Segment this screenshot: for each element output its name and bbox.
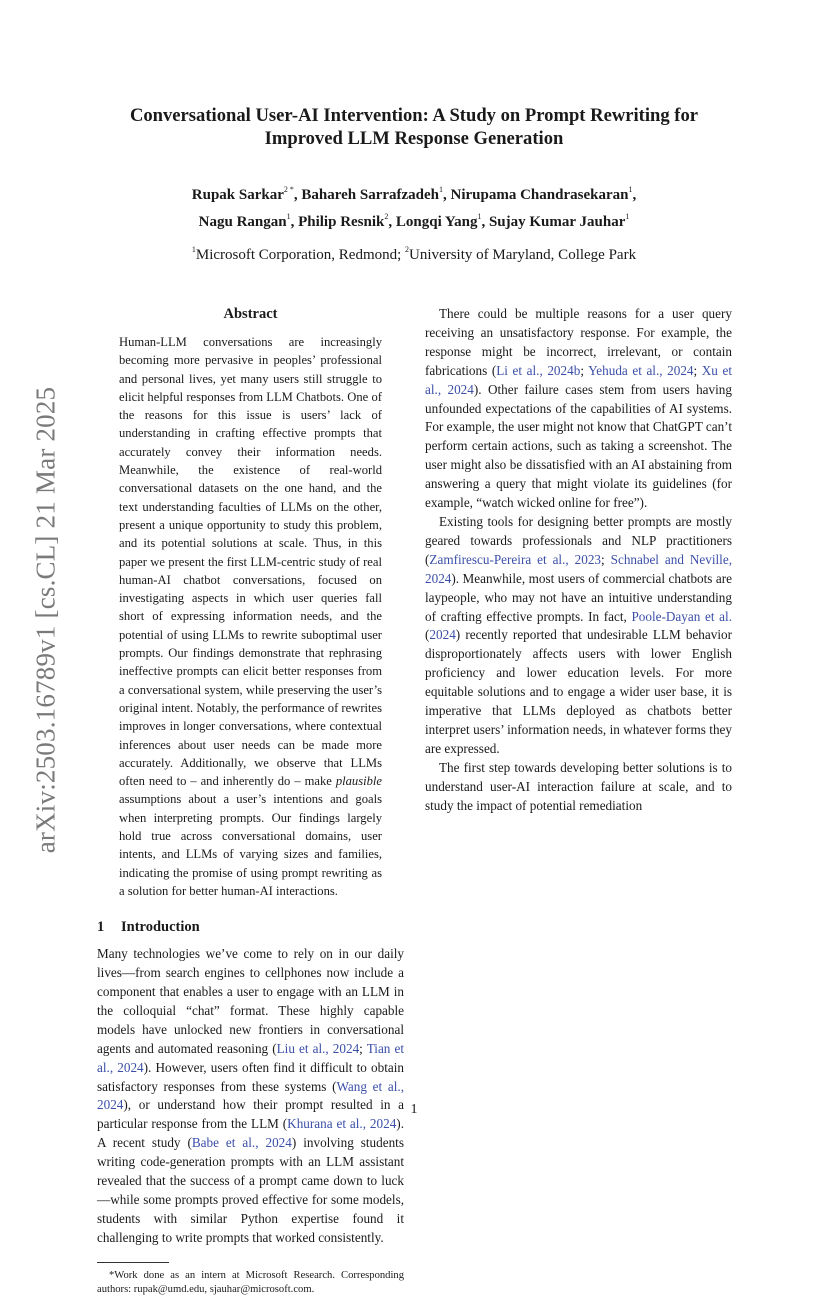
author-name: Bahareh Sarrafzadeh [301, 187, 440, 203]
intro-paragraph-2: There could be multiple reasons for a user query receiving an unsatisfactory response. For example, the response might be incorrect, irrelevant, or contain fabrications (Li et al., 2024b; Yehuda et al., 2024; Xu et al., 2024). Other failure cases stem from users having unfounded expectations of the capabilities of AI systems. For example, the user might not know that ChatGPT can’t perform certain actions, such as taking a screenshot. The user might also be dissatisfied with an AI abstaining from answering a query that might violate its guidelines (for example, “watch wicked online for free”). [425, 306, 732, 511]
section-heading-introduction: 1 Introduction [97, 919, 200, 936]
author-name: Longqi Yang [395, 214, 478, 230]
abstract-heading: Abstract [223, 306, 278, 322]
author-name: Sujay Kumar Jauhar [488, 214, 626, 230]
citation-link[interactable]: Li et al., 2024b [496, 362, 581, 378]
author-name: Philip Resnik [298, 214, 385, 230]
paper-title: Conversational User-AI Intervention: A Study on Prompt Rewriting for Improved LLM Response Generation [129, 105, 699, 149]
citation-link[interactable]: Liu et al., 2024 [276, 1040, 360, 1056]
citation-link[interactable]: Tian et al., 2024 [97, 1040, 404, 1075]
affiliations: $^1$Microsoft Corporation, Redmond; $^2$University of Maryland, College Park [191, 245, 637, 263]
affiliation-2: University of Maryland, College Park [409, 247, 637, 263]
author-name: Nagu Rangan [198, 214, 287, 230]
page-number: 1 [410, 1102, 418, 1117]
abstract-body: Human-LLM conversations are increasingly becoming more pervasive in peoples’ professional and personal lives, yet many users still struggle to elicit helpful responses from LLM Chatbots. One of the reasons for this issue is users’ lack of understanding in crafting effective prompts that accurately convey their information needs. Meanwhile, the existence of real-world conversational datasets on the one hand, and the text understanding faculties of LLMs on the other, present a unique opportunity to study this problem, and its potential solutions at scale. Thus, in this paper we present the first LLM-centric study of real human-AI chatbot conversations, focused on investigating aspects in which user queries fall short of expressing information needs, and the potential of using LLMs to rewrite suboptimal user prompts. Our findings demonstrate that rephrasing ineffective prompts can elicit better responses from a conversational system, while preserving the user’s original intent. Notably, the performance of rewrites improves in longer conversations, where contextual inferences about user needs can be made more accurately. Additionally, we observe that LLMs often need to – and inherently do – make plausible assumptions about a user’s intentions and goals when interpreting prompts. Our findings largely hold true across conversational domains, user intents, and LLMs of varying sizes and families, indicating the promise of using prompt rewriting as a solution for better human-AI interactions. [119, 335, 382, 898]
footnote: *Work done as an intern at Microsoft Research. Corresponding authors: rupak@umd.edu, sjauhar@microsoft.com. [97, 1269, 404, 1296]
author-name: Rupak Sarkar [191, 187, 284, 203]
author-affiliation-mark: 1 [625, 212, 630, 221]
author-affiliation-mark: 1 [439, 185, 444, 194]
citation-link[interactable]: Babe et al., 2024 [191, 1135, 292, 1151]
author-name: Nirupama Chandrasekaran [450, 187, 629, 203]
author-affiliation-mark: 1 [628, 185, 633, 194]
author-list [90, 179, 738, 233]
right-column [425, 305, 732, 815]
arxiv-stamp: arXiv:2503.16789v1 [cs.CL] 21 Mar 2025 [30, 386, 61, 854]
footnote-divider [97, 1262, 169, 1263]
citation-link[interactable]: 2024 [429, 627, 456, 643]
citation-link[interactable]: Schnabel and Neville, 2024 [425, 551, 732, 586]
left-column [97, 305, 404, 1298]
author-affiliation-mark: 2 * [283, 185, 294, 194]
author-affiliation-mark: 2 [384, 212, 389, 221]
intro-paragraph-1: Many technologies we’ve come to rely on in our daily lives—from search engines to cellphones now include a component that enables a user to engage with an LLM in the colloquial “chat” format. These highly capable models have unlocked new frontiers in conversational agents and automated reasoning (Liu et al., 2024; Tian et al., 2024). However, users often find it difficult to obtain satisfactory responses from these systems (Wang et al., 2024), or understand how their prompt resulted in a particular response from the LLM (Khurana et al., 2024). A recent study (Babe et al., 2024) involving students writing code-generation prompts with an LLM assistant revealed that the success of a prompt came down to luck—while some prompts proved effective for some models, students with similar Python expertise found it challenging to write prompts that worked consistently. [97, 946, 404, 1245]
intro-paragraph-3: Existing tools for designing better prompts are mostly geared towards professionals and NLP practitioners (Zamfirescu-Pereira et al., 2023; Schnabel and Neville, 2024). Meanwhile, most users of commercial chatbots are laypeople, who may not have an intuitive understanding of crafting effective prompts. In fact, Poole-Dayan et al. (2024) recently reported that undesirable LLM behavior disproportionately affects users with lower English proficiency and lower education levels. For more equitable solutions and to engage a wider user base, it is imperative that LLMs deployed as chatbots better interpret users’ information needs, in whatever forms they are expressed. [425, 513, 732, 756]
citation-link[interactable]: Xu et al., 2024 [425, 362, 732, 397]
citation-link[interactable]: Zamfirescu-Pereira et al., 2023 [429, 551, 602, 567]
intro-paragraph-4: The first step towards developing better solutions is to understand user-AI interaction failure at scale, and to study the impact of potential remediation [425, 759, 732, 813]
author-affiliation-mark: 1 [477, 212, 482, 221]
affiliation-1: Microsoft Corporation, Redmond; [195, 247, 406, 263]
author-line-1: Rupak Sarkar$^{2 *}$, Bahareh Sarrafzadeh$^1$, Nirupama Chandrasekaran$^1$, [191, 185, 637, 203]
author-line-2: Nagu Rangan$^1$, Philip Resnik$^2$, Longqi Yang$^1$, Sujay Kumar Jauhar$^1$ [198, 212, 630, 230]
author-affiliation-mark: 1 [286, 212, 291, 221]
citation-link[interactable]: Wang et al., 2024 [97, 1078, 404, 1113]
citation-link[interactable]: Yehuda et al., 2024 [588, 362, 694, 378]
citation-link[interactable]: Khurana et al., 2024 [287, 1116, 397, 1132]
citation-link[interactable]: Poole-Dayan et al. [631, 608, 732, 624]
